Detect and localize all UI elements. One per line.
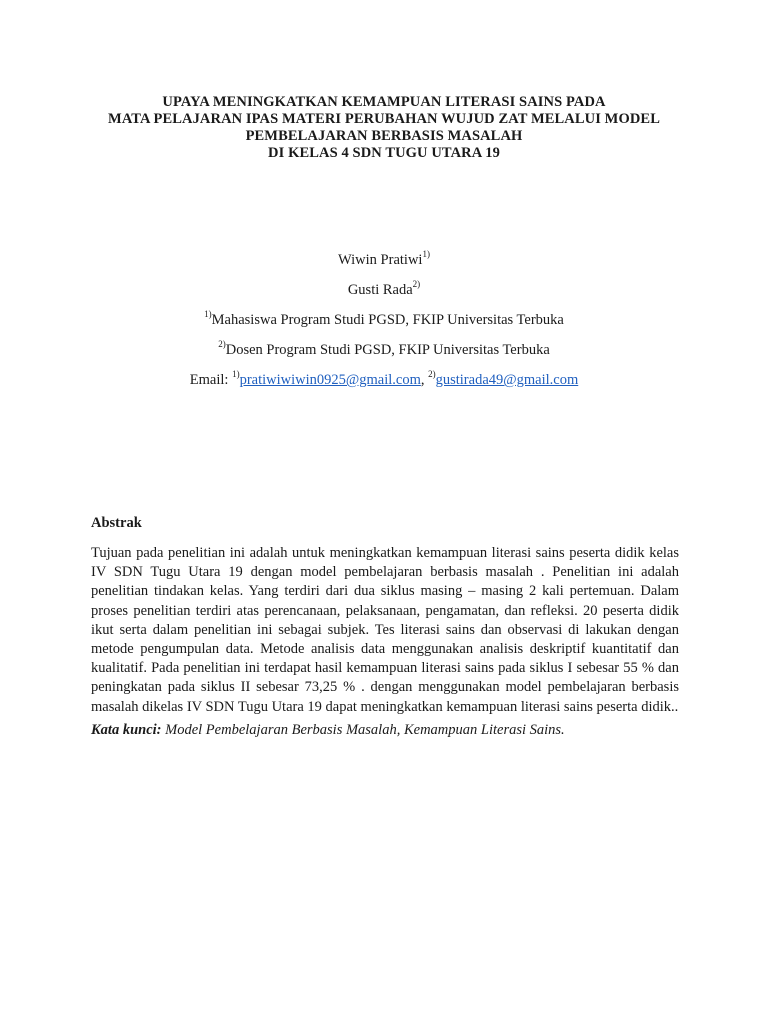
email-1-sup: 1) (232, 369, 240, 380)
title-line-2: MATA PELAJARAN IPAS MATERI PERUBAHAN WUJUD ZAT MELALUI MODEL (108, 111, 660, 127)
keywords-label: Kata kunci (91, 722, 157, 738)
author-2 (0, 280, 768, 310)
email-link-2[interactable]: gustirada49@gmail.com (435, 372, 579, 388)
author-2-sup: 2) (412, 279, 421, 290)
keywords-line (91, 722, 679, 739)
affiliation-1 (0, 310, 768, 340)
author-1-sup: 1) (422, 249, 430, 260)
author-1 (0, 250, 768, 280)
email-separator: , (420, 372, 429, 388)
affiliation-1-text: Mahasiswa Program Studi PGSD, FKIP Universitas Terbuka (211, 312, 564, 328)
keywords-text: Model Pembelajaran Berbasis Masalah, Kemampuan Literasi Sains. (165, 722, 565, 738)
author-block (0, 250, 768, 400)
email-line (0, 370, 768, 400)
email-2-sup: 2) (428, 369, 436, 380)
email-label: Email: (189, 372, 233, 388)
keywords-colon: : (156, 722, 166, 738)
title-line-4: DI KELAS 4 SDN TUGU UTARA 19 (268, 145, 500, 161)
title-line-1: UPAYA MENINGKATKAN KEMAMPUAN LITERASI SAINS PADA (162, 94, 606, 110)
affiliation-2-sup: 2) (218, 339, 226, 350)
paper-title (0, 94, 768, 162)
affiliation-2-text: Dosen Program Studi PGSD, FKIP Universitas Terbuka (225, 342, 550, 358)
affiliation-2 (0, 340, 768, 370)
abstract-heading: Abstrak (91, 515, 142, 531)
author-1-name: Wiwin Pratiwi (338, 252, 423, 268)
affiliation-1-sup: 1) (204, 309, 212, 320)
title-line-3: PEMBELAJARAN BERBASIS MASALAH (245, 128, 523, 144)
abstract-body: Tujuan pada penelitian ini adalah untuk meningkatkan kemampuan literasi sains peserta didik kelas IV SDN Tugu Utara 19 dengan model pembelajaran berbasis masalah . Penelitian ini adalah penelitian tindakan kelas. Yang terdiri dari dua siklus masing – masing 2 kali pertemuan. Dalam proses penelitian terdiri atas perencanaan, pelaksanaan, pengamatan, dan refleksi. 20 peserta didik ikut serta dalam penelitian ini sebagai subjek. Tes literasi sains dan observasi di lakukan dengan metode pengumpulan data. Metode analisis data menggunakan analisis deskriptif kuantitatif dan kualitatif. Pada penelitian ini terdapat hasil kemampuan literasi sains pada siklus I sebesar 55 % dan peningkatan pada siklus II sebesar 73,25 % . dengan menggunakan model pembelajaran berbasis masalah dikelas IV SDN Tugu Utara 19 dapat meningkatkan kemampuan literasi sains peserta didik.. (91, 545, 679, 715)
email-link-1[interactable]: pratiwiwiwin0925@gmail.com (239, 372, 421, 388)
author-2-name: Gusti Rada (347, 282, 413, 298)
